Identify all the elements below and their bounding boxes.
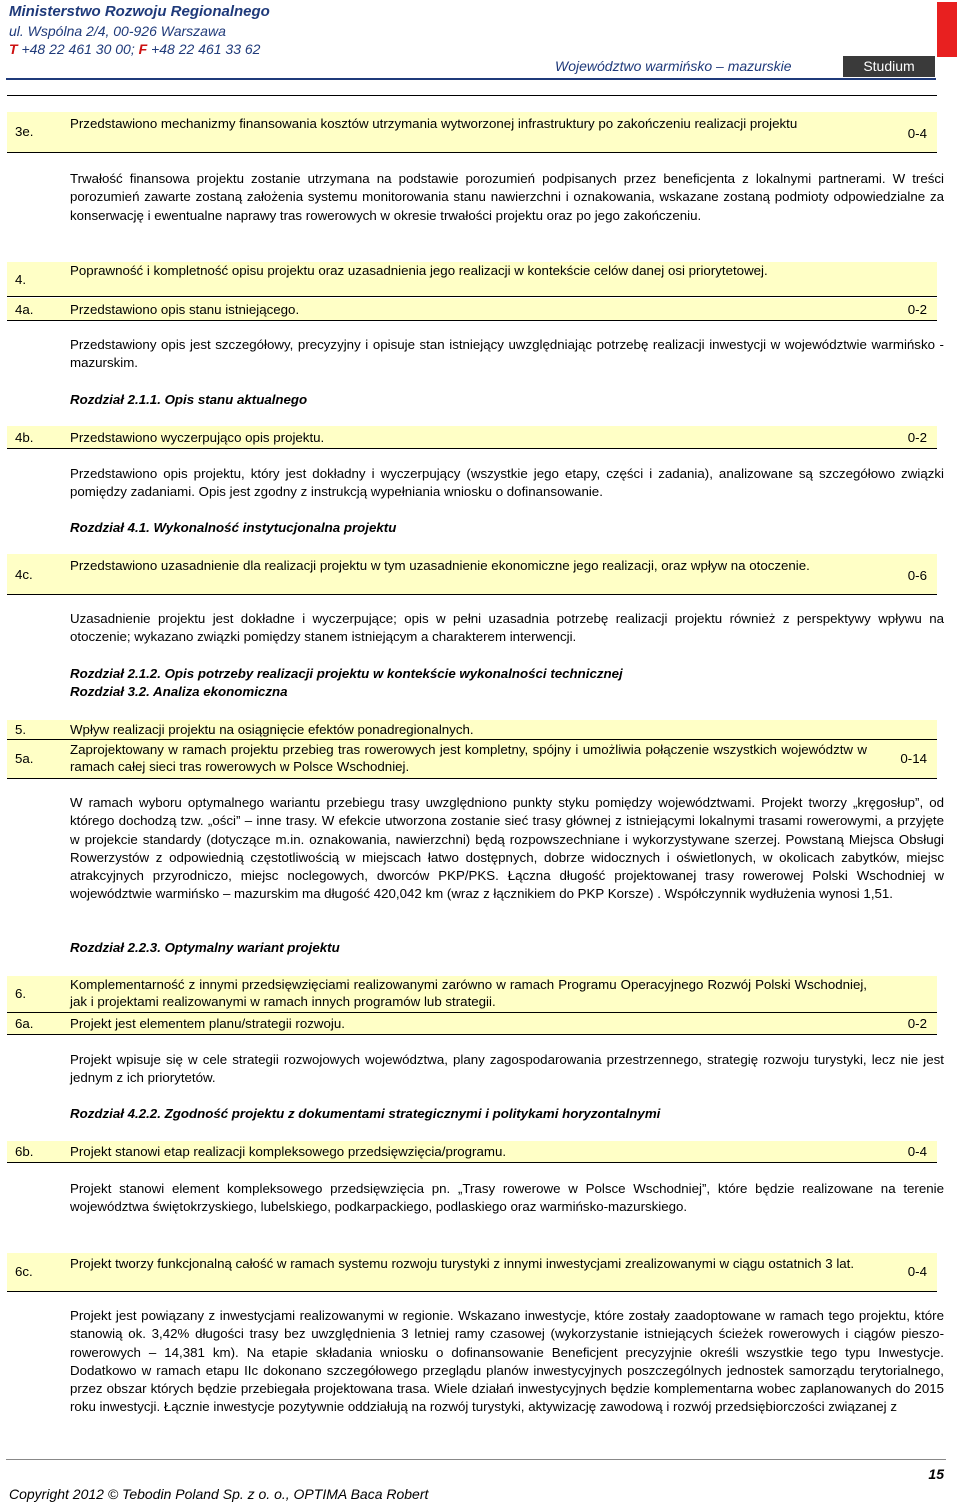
criterion-number: 6. bbox=[15, 986, 27, 1001]
criterion-number: 5a. bbox=[15, 751, 34, 766]
fax-label: F bbox=[138, 41, 148, 57]
criterion-title: Projekt tworzy funkcjonalną całość w ramach systemu rozwoju turystyki z innymi inwestycjami zrealizowanymi w ciągu ostatnich 3 lat. bbox=[70, 1256, 855, 1271]
header-study-badge: Studium bbox=[843, 56, 935, 77]
criterion-number: 6b. bbox=[15, 1144, 34, 1159]
criterion-score: 0-2 bbox=[907, 1016, 927, 1031]
criterion-score: 0-6 bbox=[907, 568, 927, 583]
criterion-score: 0-4 bbox=[907, 1144, 927, 1159]
criterion-row-4c bbox=[7, 554, 937, 595]
criterion-title: Zaprojektowany w ramach projektu przebieg tras rowerowych jest kompletny, spójny i umożliwia połączenie wszystkich województw w ramach całej sieci tras rowerowych w Polsce Wschodniej. bbox=[70, 742, 867, 774]
criterion-number: 4b. bbox=[15, 430, 34, 445]
criterion-title: Komplementarność z innymi przedsięwzięciami realizowanymi zarówno w ramach Programu Operacyjnego Rozwój Polski Wschodniej, jak i projektami realizowanymi w ramach innych programów lub strategii. bbox=[70, 977, 867, 1009]
criterion-number: 6a. bbox=[15, 1016, 34, 1031]
criterion-row-6 bbox=[7, 976, 937, 1013]
paragraph: Projekt jest powiązany z inwestycjami realizowanymi w regionie. Wskazano inwestycje, które zostały zaadoptowane w ramach tego projektu, które stanowią ok. 3,42% długości trasy bez uwzględnienia 3 letniej ramy czasowej (wykorzystanie istniejących ścieżek rowerowych i ciągów pieszo-rowerowych – 14,381 km). Na etapie składania wniosku o dofinansowanie Beneficjent precyzyjnie określi wszystkie tego typu Inwestycje. Dodatkowo w ramach etapu IIc dokonano szczegółowego przeglądu planów inwestycyjnych poszczególnych jednostek samorządu terytorialnego, przez obszar których będzie przebiegała projektowana trasa. Wiele działań inwestycyjnych będzie komplementarna wobec zaplanowanych do 2015 roku inwestycji. Łącznie inwestycje pozytywnie oddziałują na rozwój turystyki, aktywizację zawodową i rozwój przedsiębiorczości związanej z bbox=[70, 1308, 944, 1415]
paragraph: Projekt wpisuje się w cele strategii rozwojowych województwa, plany zagospodarowania przestrzennego, strategię rozwoju turystyki, lecz nie jest jednym z ich priorytetów. bbox=[70, 1052, 944, 1086]
page-number: 15 bbox=[928, 1466, 944, 1482]
criterion-number: 6c. bbox=[15, 1264, 33, 1279]
header-divider bbox=[6, 78, 936, 80]
phone-label: T bbox=[9, 41, 18, 57]
criterion-number: 3e. bbox=[15, 124, 34, 139]
section-reference: Rozdział 2.2.3. Optymalny wariant projektu bbox=[70, 940, 340, 955]
criterion-title: Przedstawiono wyczerpująco opis projektu. bbox=[70, 430, 325, 445]
criterion-row-3e bbox=[7, 112, 937, 153]
header-contact bbox=[9, 40, 260, 58]
header-address: ul. Wspólna 2/4, 00-926 Warszawa bbox=[9, 23, 226, 39]
criterion-row-4a bbox=[7, 298, 937, 321]
phone-number: +48 22 461 30 00; bbox=[21, 41, 135, 57]
criterion-title: Przedstawiono uzasadnienie dla realizacji projektu w tym uzasadnienie ekonomiczne jego realizacji, oraz wpływ na otoczenie. bbox=[70, 558, 810, 573]
criterion-number: 4. bbox=[15, 272, 27, 287]
criterion-title: Przedstawiono mechanizmy finansowania kosztów utrzymania wytworzonej infrastruktury po zakończeniu realizacji projektu bbox=[70, 116, 798, 131]
paragraph: Trwałość finansowa projektu zostanie utrzymana na podstawie porozumień podpisanych przez beneficjenta z lokalnymi partnerami. W treści porozumień zawarte zostaną założenia systemu monitorowania stanu nawierzchni i oznakowania, wskazane zostaną podmioty odpowiedzialne za konserwację i ewentualne naprawy tras rowerowych w okresie trwałości projektu oraz po jego zakończeniu. bbox=[70, 171, 944, 223]
footer-divider bbox=[6, 1459, 946, 1460]
section-reference: Rozdział 2.1.1. Opis stanu aktualnego bbox=[70, 392, 308, 407]
paragraph: Uzasadnienie projektu jest dokładne i wyczerpujące; opis w pełni uzasadnia potrzebę realizacji projektu również z perspektywy wpływu na otoczenie; wykazano związki pomiędzy stanem istniejącym a charakterem interwencji. bbox=[70, 611, 944, 645]
table-top-border bbox=[7, 95, 937, 96]
criterion-row-4 bbox=[7, 262, 937, 297]
criterion-title: Poprawność i kompletność opisu projektu oraz uzasadnienia jego realizacji w kontekście celów danej osi priorytetowej. bbox=[70, 263, 768, 278]
section-reference: Rozdział 4.2.2. Zgodność projektu z dokumentami strategicznymi i politykami horyzontalnymi bbox=[70, 1106, 661, 1121]
header-region: Województwo warmińsko – mazurskie bbox=[555, 58, 792, 74]
criterion-row-6a bbox=[7, 1013, 937, 1035]
criterion-number: 4a. bbox=[15, 302, 34, 317]
criterion-number: 5. bbox=[15, 722, 27, 737]
criterion-row-4b bbox=[7, 426, 937, 449]
criterion-title: Projekt jest elementem planu/strategii rozwoju. bbox=[70, 1016, 345, 1031]
header-org: Ministerstwo Rozwoju Regionalnego bbox=[9, 3, 270, 20]
section-reference: Rozdział 4.1. Wykonalność instytucjonalna projektu bbox=[70, 520, 397, 535]
paragraph: Przedstawiono opis projektu, który jest dokładny i wyczerpujący (wszystkie jego etapy, części i zadania), analizowane są szczegółowo związki pomiędzy zadaniami. Opis jest zgodny z instrukcją wypełniania wniosku o dofinansowanie. bbox=[70, 466, 944, 500]
criterion-score: 0-14 bbox=[900, 751, 927, 766]
criterion-title: Wpływ realizacji projektu na osiągnięcie efektów ponadregionalnych. bbox=[70, 722, 474, 737]
fax-number: +48 22 461 33 62 bbox=[151, 41, 261, 57]
paragraph: Projekt stanowi element kompleksowego przedsięwzięcia pn. „Trasy rowerowe w Polsce Wschodniej”, które będzie realizowane na terenie województwa świętokrzyskiego, lubelskiego, podkarpackiego, podlaskiego oraz warmińsko-mazurskiego. bbox=[70, 1181, 944, 1215]
footer-copyright: Copyright 2012 © Tebodin Poland Sp. z o. o., OPTIMA Baca Robert bbox=[9, 1486, 429, 1502]
criterion-score: 0-4 bbox=[907, 1264, 927, 1279]
paragraph: Przedstawiony opis jest szczegółowy, precyzyjny i opisuje stan istniejący uwzględniając potrzebę realizacji inwestycji w województwie warmińsko - mazurskim. bbox=[70, 337, 944, 371]
criterion-row-6c bbox=[7, 1253, 937, 1292]
criterion-row-6b bbox=[7, 1141, 937, 1163]
criterion-score: 0-2 bbox=[907, 302, 927, 317]
criterion-row-5a bbox=[7, 740, 937, 779]
criterion-title: Projekt stanowi etap realizacji kompleksowego przedsięwzięcia/programu. bbox=[70, 1144, 507, 1159]
criterion-number: 4c. bbox=[15, 567, 33, 582]
section-reference: Rozdział 2.1.2. Opis potrzeby realizacji projektu w kontekście wykonalności technicznej bbox=[70, 666, 623, 681]
criterion-score: 0-4 bbox=[907, 126, 927, 141]
header-accent-bar bbox=[937, 2, 957, 57]
paragraph: W ramach wyboru optymalnego wariantu przebiegu trasy uwzględniono punkty styku pomiędzy województwami. Projekt tworzy „kręgosłup”, od którego dochodzą tzw. „ości” – inne trasy. W efekcie utworzona zostanie sieć trasy głównej z istniejącymi lokalnymi trasami rowerowymi, a przyjęte w projekcie standardy (dotyczące m.in. oznakowania, nawierzchni) będą rozpowszechniane i wykorzystywane szerzej. Powstaną Miejsca Obsługi Rowerzystów z odpowiednią częstotliwością w miejscach łatwo dostępnych, dobrze widocznych i oświetlonych, w okolicach zabytków, miejsc atrakcyjnych przyrodniczo, miejsc noclegowych, dworców PKP/PKS. Łączna długość projektowanej trasy rowerowej Polski Wschodniej w województwie warmińsko – mazurskim ma długość 420,042 km (wraz z łącznikiem do PKP Korsze) . Współczynnik wydłużenia wynosi 1,51. bbox=[70, 795, 944, 902]
criterion-row-5 bbox=[7, 720, 937, 740]
section-reference: Rozdział 3.2. Analiza ekonomiczna bbox=[70, 684, 288, 699]
criterion-title: Przedstawiono opis stanu istniejącego. bbox=[70, 302, 300, 317]
criterion-score: 0-2 bbox=[907, 430, 927, 445]
